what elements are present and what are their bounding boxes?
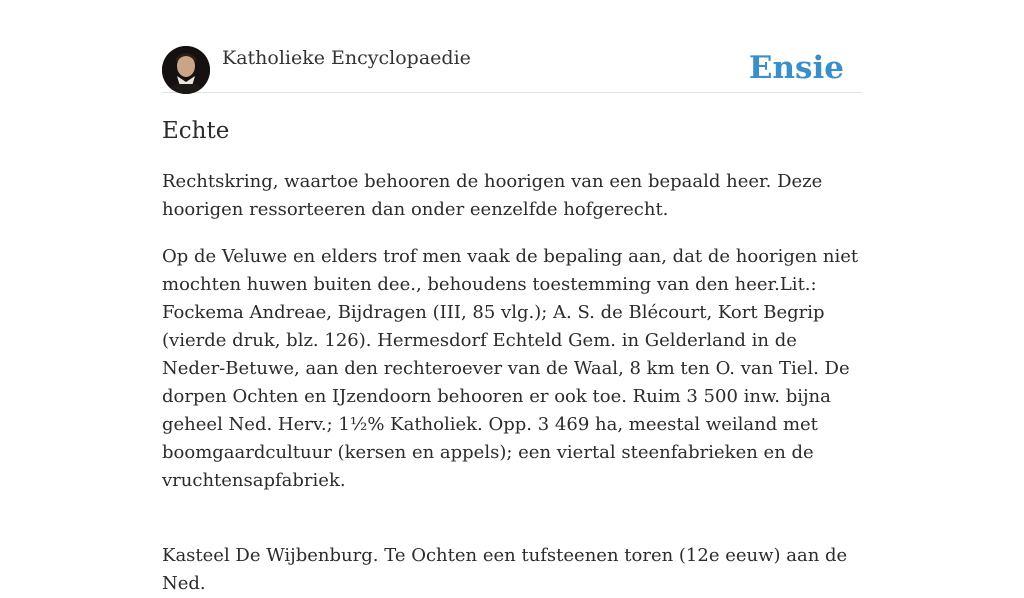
page-title: Echte: [162, 118, 230, 144]
site-title[interactable]: Katholieke Encyclopaedie: [222, 47, 471, 69]
paragraph-spacer: [162, 514, 862, 542]
article-paragraph: Rechtskring, waartoe behooren de hoorigen van een bepaald heer. Deze hoorigen ressorteeren dan onder eenzelfde hofgerecht.: [162, 171, 823, 220]
article-paragraph: Op de Veluwe en elders trof men vaak de bepaling aan, dat de hoorigen niet mochten huwen buiten dee., behoudens toestemming van den heer.Lit.: Fockema Andreae, Bijdragen (III, 85 vlg.); A. S. de Blécourt, Kort Begrip (vierde druk, blz. 126). Hermesdorf Echteld Gem. in Gelderland in de Neder-Betuwe, aan den rechteroever van de Waal, 8 km ten O. van Tiel. De dorpen Ochten en IJzendoorn behooren er ook toe. Ruim 3 500 inw. bijna geheel Ned. Herv.; 1½% Katholiek. Opp. 3 469 ha, meestal weiland met boomgaardcultuur (kersen en appels); een viertal steenfabrieken en de vruchtensapfabriek.: [162, 246, 859, 491]
avatar[interactable]: [162, 46, 210, 94]
portrait-icon: [162, 46, 210, 94]
site-header: [162, 44, 862, 93]
article-paragraph: Kasteel De Wijbenburg. Te Ochten een tufsteenen toren (12e eeuw) aan de Ned.: [162, 545, 848, 594]
article-body: [162, 168, 862, 598]
brand-logo[interactable]: Ensie: [748, 50, 844, 86]
